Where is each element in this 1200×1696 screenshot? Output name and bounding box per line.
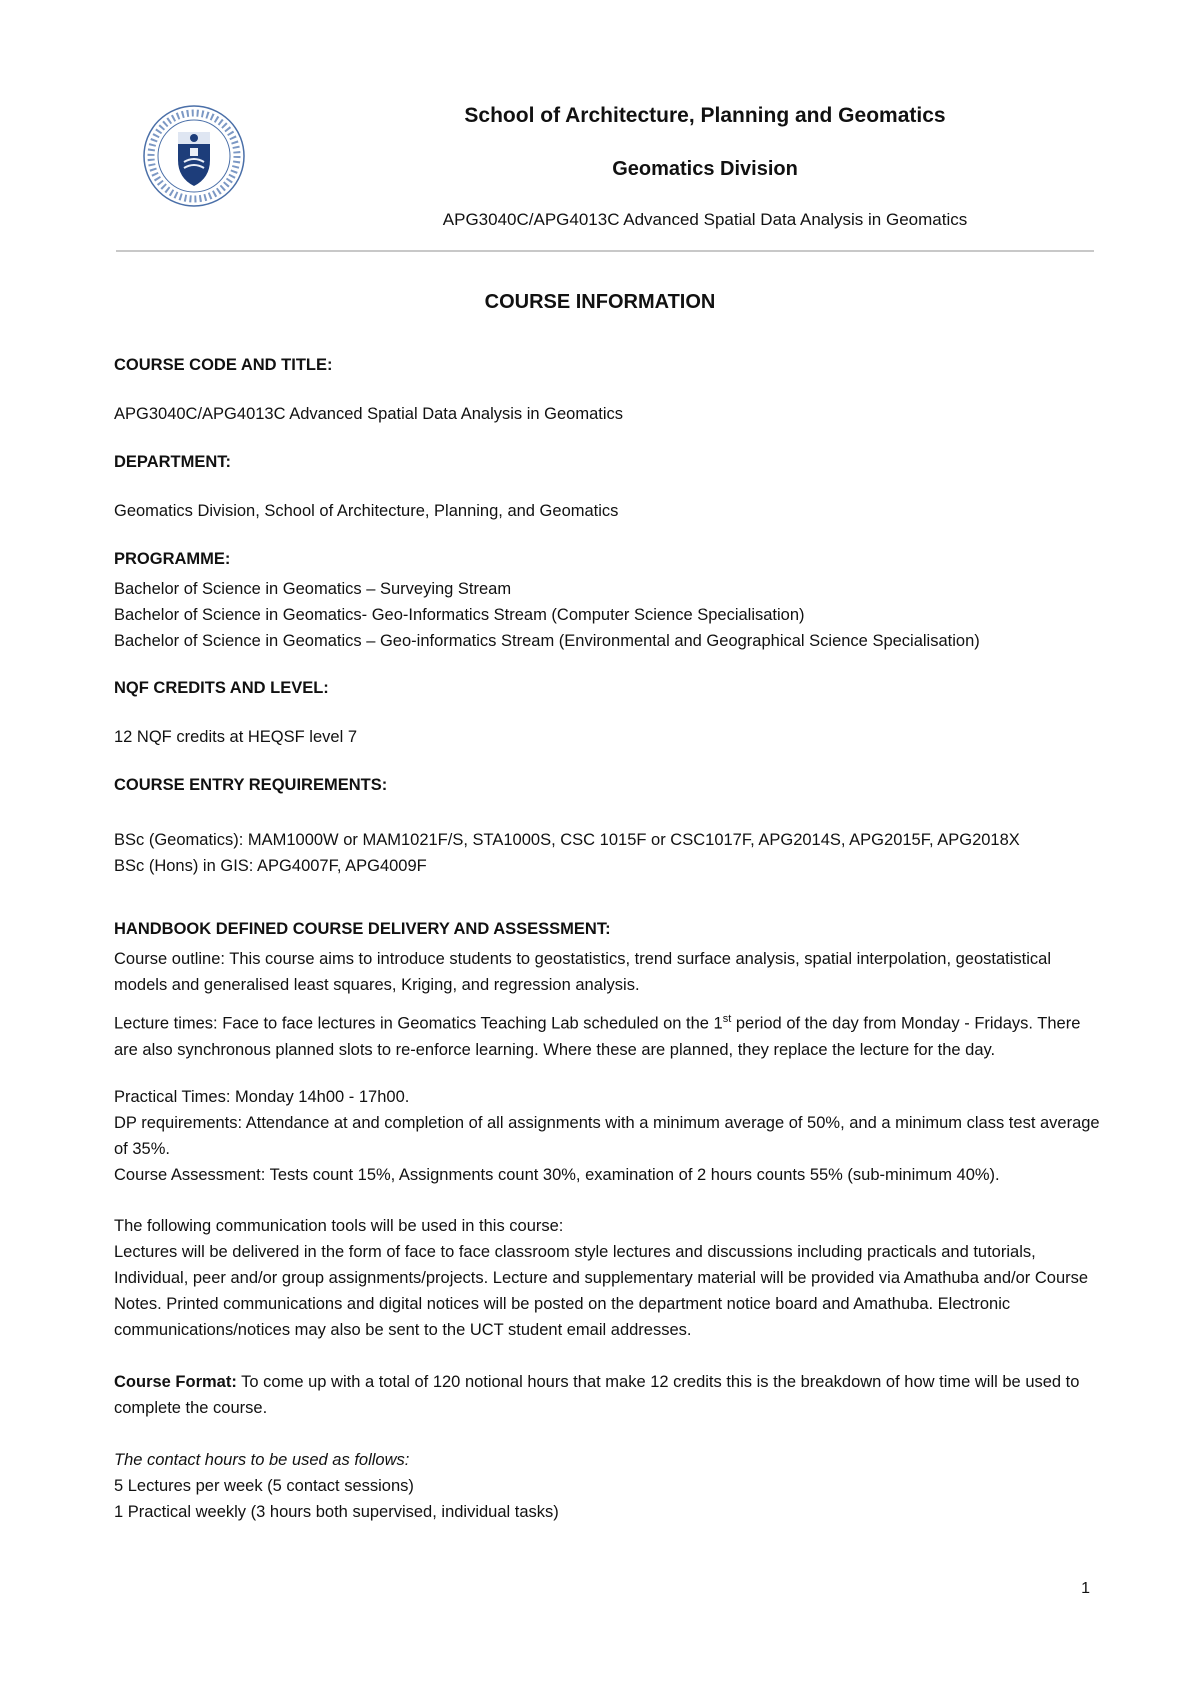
entry-requirement-item: BSc (Hons) in GIS: APG4007F, APG4009F: [114, 857, 427, 875]
practical-times: Practical Times: Monday 14h00 - 17h00.: [114, 1088, 410, 1106]
entry-requirements-label: COURSE ENTRY REQUIREMENTS:: [114, 776, 388, 794]
handbook-label: HANDBOOK DEFINED COURSE DELIVERY AND ASSESSMENT:: [114, 920, 611, 938]
lecture-times-text-cont: period of the day from Monday - Fridays. There are also synchronous planned slots to re-enforce learning. Where these are planned, they replace the lecture for the day.: [114, 1014, 1081, 1059]
lecture-times-superscript: st: [722, 1013, 732, 1025]
course-code-value: APG3040C/APG4013C Advanced Spatial Data Analysis in Geomatics: [114, 405, 624, 423]
department-label: DEPARTMENT:: [114, 453, 232, 471]
dp-requirements: DP requirements: Attendance at and completion of all assignments with a minimum average of 50%, and a minimum class test average of 35%.: [114, 1114, 1100, 1158]
entry-requirement-item: BSc (Geomatics): MAM1000W or MAM1021F/S, STA1000S, CSC 1015F or CSC1017F, APG2014S, APG2015F, APG2018X: [114, 831, 1020, 849]
course-outline: Course outline: This course aims to introduce students to geostatistics, trend surface analysis, spatial interpolation, geostatistical models and generalised least squares, Kriging, and regression analysis.: [114, 950, 1052, 994]
course-header: APG3040C/APG4013C Advanced Spatial Data Analysis in Geomatics: [442, 210, 968, 229]
course-assessment: Course Assessment: Tests count 15%, Assignments count 30%, examination of 2 hours counts 55% (sub-minimum 40%).: [114, 1166, 1000, 1184]
university-seal-logo: [140, 102, 248, 210]
contact-hours-item: 5 Lectures per week (5 contact sessions): [114, 1477, 414, 1495]
programme-item: Bachelor of Science in Geomatics – Geo-informatics Stream (Environmental and Geographical Science Specialisation): [114, 632, 980, 650]
nqf-value: 12 NQF credits at HEQSF level 7: [114, 728, 357, 746]
page-title: COURSE INFORMATION: [484, 291, 716, 313]
course-format-text: To come up with a total of 120 notional hours that make 12 credits this is the breakdown of how time will be used to complete the course.: [114, 1373, 1080, 1417]
department-value: Geomatics Division, School of Architecture, Planning, and Geomatics: [114, 502, 619, 520]
nqf-label: NQF CREDITS AND LEVEL:: [114, 679, 329, 697]
lecture-times-text: Lecture times: Face to face lectures in Geomatics Teaching Lab scheduled on the 1: [114, 1014, 723, 1033]
course-format: [114, 1369, 1104, 1421]
communication-heading: The following communication tools will be used in this course:: [114, 1217, 564, 1235]
course-code-label: COURSE CODE AND TITLE:: [114, 356, 333, 374]
school-name: School of Architecture, Planning and Geomatics: [464, 104, 946, 127]
programme-label: PROGRAMME:: [114, 550, 231, 568]
division-name: Geomatics Division: [612, 158, 798, 180]
programme-item: Bachelor of Science in Geomatics- Geo-Informatics Stream (Computer Science Specialisation): [114, 606, 805, 624]
lecture-times: [114, 1006, 1104, 1063]
course-format-label: Course Format:: [114, 1373, 237, 1391]
contact-hours-heading: The contact hours to be used as follows:: [114, 1451, 410, 1469]
page-number: 1: [1081, 1580, 1090, 1597]
communication-body: Lectures will be delivered in the form of face to face classroom style lectures and discussions including practicals and tutorials, Individual, peer and/or group assignments/projects. Lecture and supplementary material will be provided via Amathuba and/or Course Notes. Printed communications and digital notices will be posted on the department notice board and Amathuba. Electronic communications/notices may also be sent to the UCT student email addresses.: [114, 1243, 1089, 1339]
header-divider: [116, 250, 1094, 252]
programme-item: Bachelor of Science in Geomatics – Surveying Stream: [114, 580, 512, 598]
contact-hours-item: 1 Practical weekly (3 hours both supervised, individual tasks): [114, 1503, 559, 1521]
